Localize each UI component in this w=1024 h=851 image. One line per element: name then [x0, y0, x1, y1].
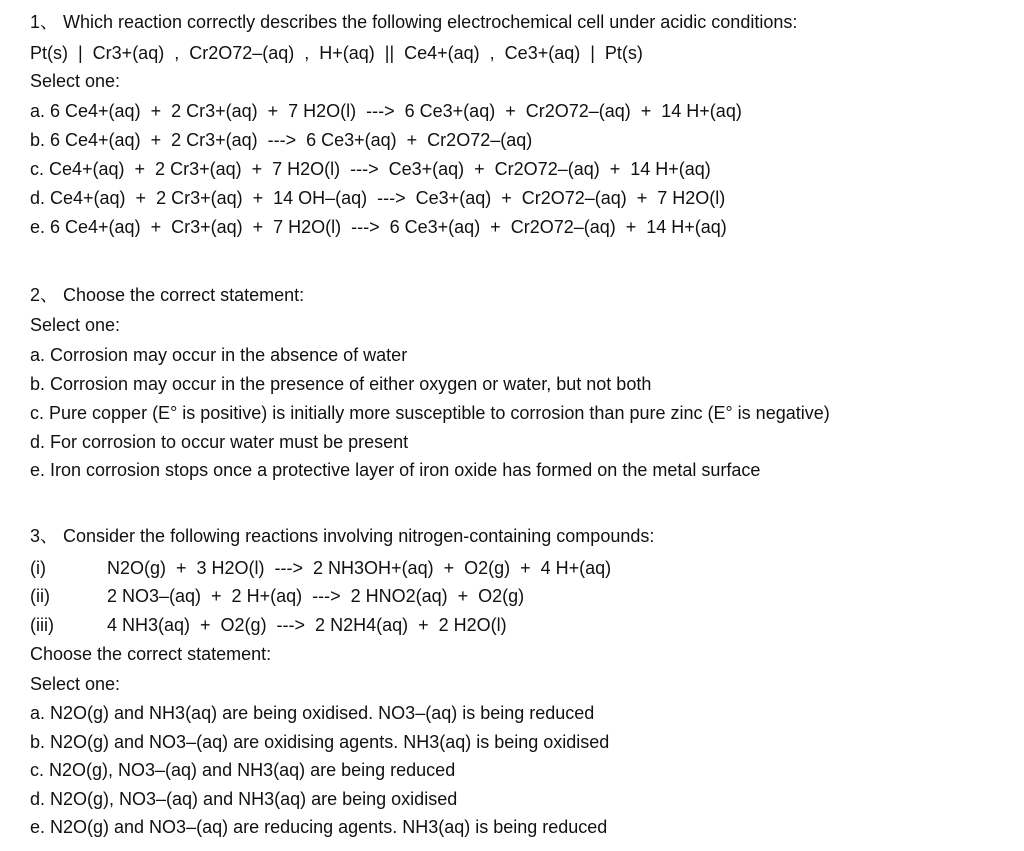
reaction-equation-i: N2O(g) + 3 H2O(l) ---> 2 NH3OH+(aq) + O2(g) + 4 H+(aq): [107, 558, 612, 578]
question-1-option-b[interactable]: b. 6 Ce4+(aq) + 2 Cr3+(aq) ---> 6 Ce3+(aq) + Cr2O72–(aq): [30, 130, 533, 150]
question-1-title: 1、 Which reaction correctly describes the following electrochemical cell under acidic conditions:: [30, 12, 798, 32]
question-3-instruction: Choose the correct statement:: [30, 644, 272, 664]
question-3-option-c[interactable]: c. N2O(g), NO3–(aq) and NH3(aq) are being reduced: [30, 760, 456, 780]
reaction-equation-ii: 2 NO3–(aq) + 2 H+(aq) ---> 2 HNO2(aq) + O2(g): [107, 586, 525, 606]
question-2-option-b[interactable]: b. Corrosion may occur in the presence of either oxygen or water, but not both: [30, 374, 652, 394]
question-2-option-a[interactable]: a. Corrosion may occur in the absence of water: [30, 345, 408, 365]
question-2-title: 2、 Choose the correct statement:: [30, 285, 305, 305]
question-2-option-c[interactable]: c. Pure copper (E° is positive) is initially more susceptible to corrosion than pure zinc (E° is negative): [30, 403, 830, 423]
question-2-prompt: Select one:: [30, 315, 121, 335]
question-3-prompt: Select one:: [30, 674, 121, 694]
question-1-option-d[interactable]: d. Ce4+(aq) + 2 Cr3+(aq) + 14 OH–(aq) ---> Ce3+(aq) + Cr2O72–(aq) + 7 H2O(l): [30, 188, 726, 208]
question-3-option-b[interactable]: b. N2O(g) and NO3–(aq) are oxidising agents. NH3(aq) is being oxidised: [30, 732, 610, 752]
question-1-prompt: Select one:: [30, 71, 121, 91]
question-2-option-e[interactable]: e. Iron corrosion stops once a protective layer of iron oxide has formed on the metal surface: [30, 460, 761, 480]
question-1-option-a[interactable]: a. 6 Ce4+(aq) + 2 Cr3+(aq) + 7 H2O(l) ---> 6 Ce3+(aq) + Cr2O72–(aq) + 14 H+(aq): [30, 101, 742, 121]
reaction-label-ii: (ii): [30, 586, 50, 606]
question-3-option-a[interactable]: a. N2O(g) and NH3(aq) are being oxidised. NO3–(aq) is being reduced: [30, 703, 595, 723]
question-1-option-c[interactable]: c. Ce4+(aq) + 2 Cr3+(aq) + 7 H2O(l) ---> Ce3+(aq) + Cr2O72–(aq) + 14 H+(aq): [30, 159, 711, 179]
question-3-option-e[interactable]: e. N2O(g) and NO3–(aq) are reducing agents. NH3(aq) is being reduced: [30, 817, 608, 837]
question-3-title: 3、 Consider the following reactions involving nitrogen-containing compounds:: [30, 526, 655, 546]
question-2-option-d[interactable]: d. For corrosion to occur water must be present: [30, 432, 409, 452]
reaction-label-iii: (iii): [30, 615, 54, 635]
reaction-label-i: (i): [30, 558, 46, 578]
question-1-cell-notation: Pt(s) | Cr3+(aq) , Cr2O72–(aq) , H+(aq) || Ce4+(aq) , Ce3+(aq) | Pt(s): [30, 43, 643, 63]
reaction-equation-iii: 4 NH3(aq) + O2(g) ---> 2 N2H4(aq) + 2 H2O(l): [107, 615, 507, 635]
question-1-option-e[interactable]: e. 6 Ce4+(aq) + Cr3+(aq) + 7 H2O(l) ---> 6 Ce3+(aq) + Cr2O72–(aq) + 14 H+(aq): [30, 217, 727, 237]
question-3-option-d[interactable]: d. N2O(g), NO3–(aq) and NH3(aq) are being oxidised: [30, 789, 458, 809]
